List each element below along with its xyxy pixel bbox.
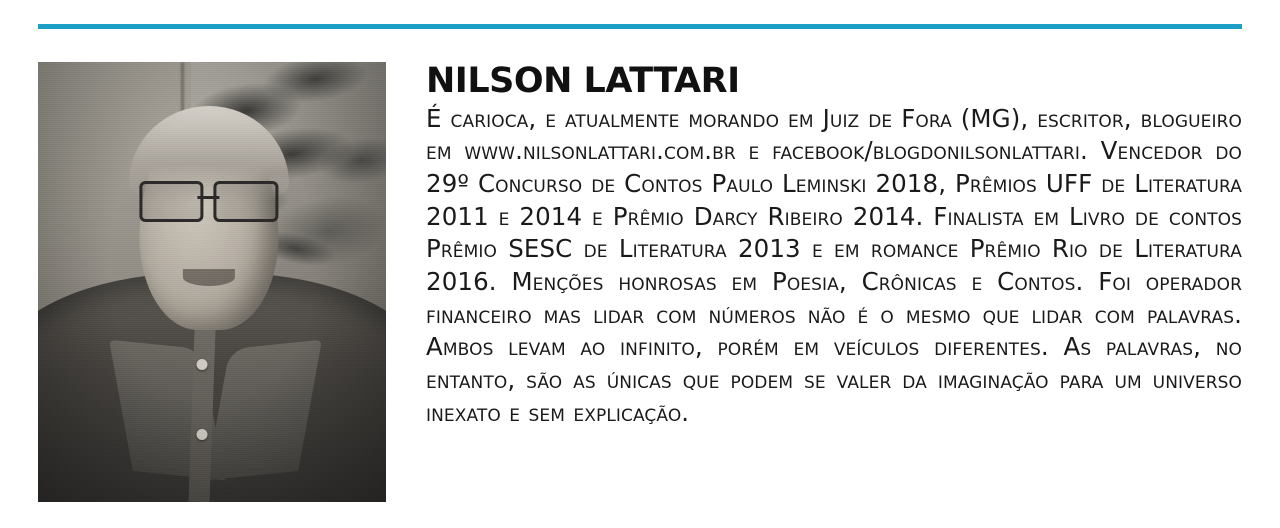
photo-vignette-overlay — [38, 62, 386, 502]
author-text-column — [386, 62, 1242, 430]
author-name: NILSON LATTARI — [426, 61, 740, 101]
author-portrait-photo — [38, 62, 386, 502]
author-biography: É carioca, e atualmente morando em Juiz de Fora (MG), escritor, blogueiro em www.nilsonlattari.com.br e facebook/blogdonilsonlattari. Vencedor do 29º Concurso de Contos Paulo Leminski 2018, Prêmios UFF de Literatura 2011 e 2014 e Prêmio Darcy Ribeiro 2014. Finalista em Livro de contos Prêmio SESC de Literatura 2013 e em romance Prêmio Rio de Literatura 2016. Menções honrosas em Poesia, Crônicas e Contos. Foi operador financeiro mas lidar com números não é o mesmo que lidar com palavras. Ambos levam ao infinito, porém em veículos diferentes. As palavras, no entanto, são as únicas que podem se valer da imaginação para um universo inexato e sem explicação. — [426, 103, 1242, 427]
accent-rule — [38, 24, 1242, 29]
author-block — [38, 62, 1242, 502]
